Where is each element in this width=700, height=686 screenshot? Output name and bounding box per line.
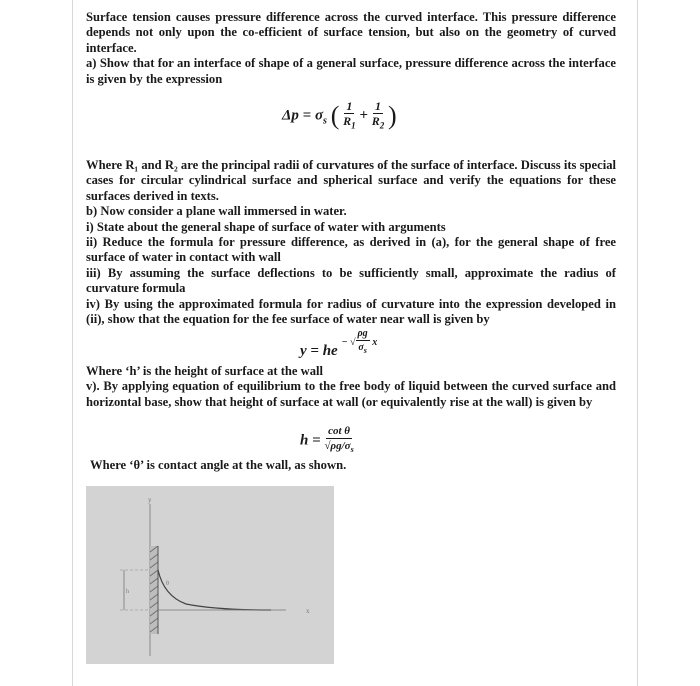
part-b-v: v). By applying equation of equilibrium to the free body of liquid between the curved surface and horizontal base, show that height of surface at wall (or equivalently rise at the wall) is given by xyxy=(86,379,616,409)
part-a: a) Show that for an interface of shape of a general surface, pressure difference across the interface is given by the expression xyxy=(86,56,616,86)
eq1-lhs: Δp = σ xyxy=(282,107,324,124)
part-b: b) Now consider a plane wall immersed in water. xyxy=(86,204,347,219)
problem-text-b xyxy=(86,158,616,327)
frac-1 xyxy=(343,100,356,132)
intro-paragraph: Surface tension causes pressure difference across the curved interface. This pressure difference depends not only upon the co-efficient of surface tension, but also on the geometry of curved interface. xyxy=(86,10,616,55)
frac-1-den: $R_1$ xyxy=(343,114,356,131)
y-axis-label: y xyxy=(148,496,152,504)
figure-svg xyxy=(86,486,334,664)
eq2-exponent: − √ ρg σs x xyxy=(341,328,378,355)
h-label: h xyxy=(126,589,129,595)
problem-text xyxy=(86,10,616,87)
eq3-num: cot θ xyxy=(328,425,350,437)
eq2-lhs: y = he xyxy=(300,342,338,359)
where-theta: Where ‘θ’ is contact angle at the wall, as shown. xyxy=(90,458,347,472)
problem-text-d xyxy=(90,458,620,473)
part-b-iii: iii) By assuming the surface deflections to be sufficiently small, approximate the radius of curvature formula xyxy=(86,265,616,296)
eq3-den: $√\rho g/\sigma_s$ xyxy=(324,440,354,455)
wall-meniscus-figure xyxy=(86,486,334,664)
open-paren: ( xyxy=(330,101,340,131)
frac-2-num: 1 xyxy=(374,99,381,113)
eq1-sub: s xyxy=(323,115,327,127)
problem-text-c xyxy=(86,364,616,410)
plus-sign: + xyxy=(359,107,368,124)
part-b-i: i) State about the general shape of surface of water with arguments xyxy=(86,219,446,234)
eq3-lhs: h = xyxy=(300,432,321,449)
frac-1-num: 1 xyxy=(346,99,353,113)
part-b-ii: ii) Reduce the formula for pressure difference, as derived in (a), for the general shape of free surface of water in contact with wall xyxy=(86,235,616,265)
close-paren: ) xyxy=(387,101,397,131)
eq3-frac xyxy=(324,425,353,457)
x-axis-label: x xyxy=(306,607,310,615)
equation-pressure-difference xyxy=(282,100,397,132)
theta-label: θ xyxy=(166,581,169,587)
where-h: Where ‘h’ is the height of surface at the wall xyxy=(86,364,324,378)
frac-2-den: $R_2$ xyxy=(371,114,385,131)
part-b-iv: iv) By using the approximated formula for radius of curvature into the expression developed in (ii), show that the equation for the fee surface of water near wall is given by xyxy=(86,296,616,327)
frac-2 xyxy=(372,100,385,132)
where-radii: Where R₁ and R₂ are the principal radii of curvatures of the surface of interface. Discuss its special cases for circular cylindrical surface and spherical surface and verify the equations for these surfaces derived in texts. xyxy=(86,158,616,203)
meniscus-curve xyxy=(158,570,271,610)
equation-height xyxy=(300,425,354,457)
